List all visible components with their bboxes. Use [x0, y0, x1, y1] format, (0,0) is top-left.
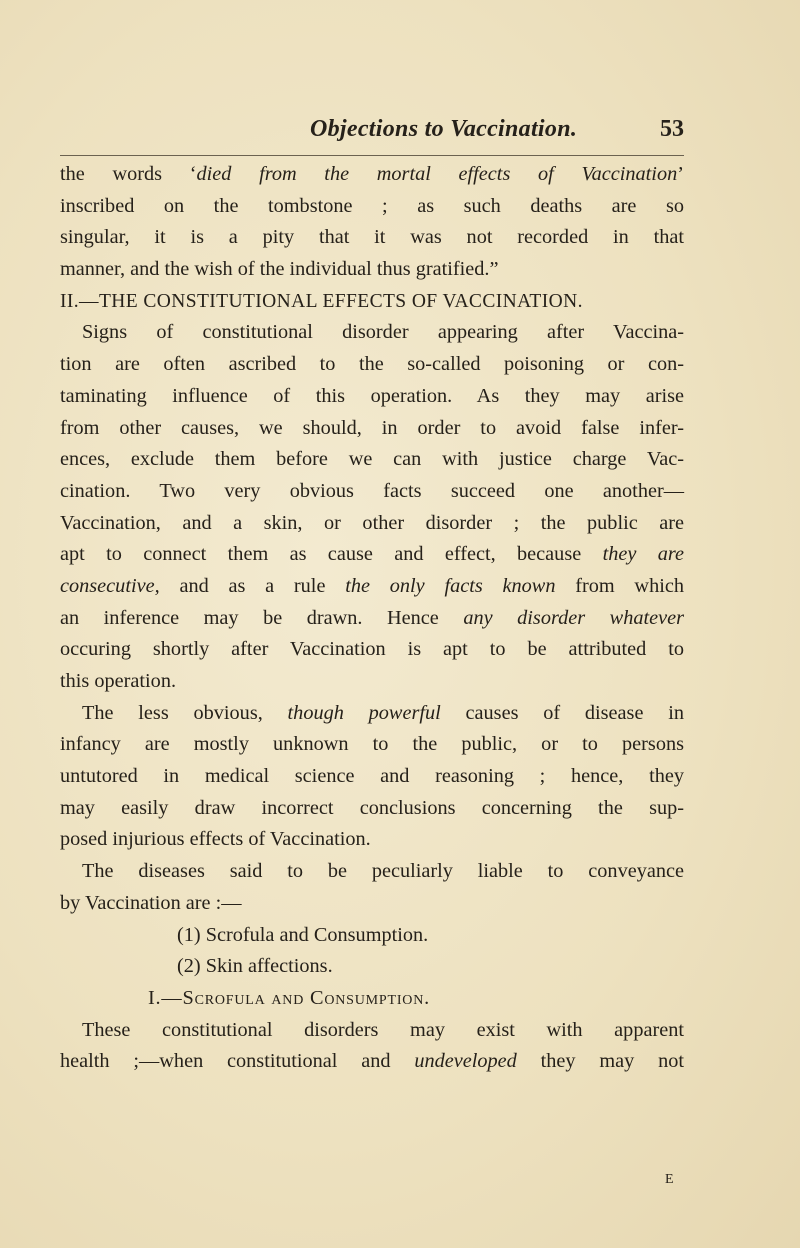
italic-phrase: consecutive, — [60, 574, 160, 597]
text-run: inscribed on the tombstone ; as such deaths are so — [60, 194, 684, 217]
text-run: apt to connect them as cause and effect, because — [60, 543, 603, 566]
text-run: The less obvious, — [82, 701, 288, 724]
text-line — [60, 444, 684, 476]
text-line — [60, 888, 684, 920]
text-run: may easily draw incorrect conclusions concerning the sup- — [60, 796, 684, 819]
text-run: from which — [555, 574, 684, 597]
text-run: II.—THE CONSTITUTIONAL EFFECTS OF VACCINATION. — [60, 290, 583, 312]
text-line — [60, 539, 684, 571]
text-line — [60, 920, 684, 952]
text-run: causes of disease in — [440, 701, 684, 724]
text-run: from other causes, we should, in order to avoid false infer- — [60, 416, 684, 439]
text-run: posed injurious effects of Vaccination. — [60, 828, 371, 851]
text-line — [60, 476, 684, 508]
italic-phrase: undeveloped — [414, 1050, 517, 1073]
text-run: These constitutional disorders may exist with apparent — [82, 1018, 684, 1041]
italic-phrase: any disorder whatever — [463, 606, 685, 629]
text-run: The diseases said to be peculiarly liable to conveyance — [82, 860, 684, 883]
text-line — [60, 191, 684, 223]
section-heading — [60, 983, 684, 1015]
running-title: Objections to Vaccination. — [310, 116, 578, 142]
text-line — [60, 824, 684, 856]
text-run: occuring shortly after Vaccination is apt to be attributed to — [60, 638, 684, 661]
text-run: untutored in medical science and reasoning ; hence, they — [60, 765, 684, 788]
text-line — [60, 634, 684, 666]
text-line — [60, 254, 684, 286]
text-line — [60, 856, 684, 888]
signature-mark: E — [665, 1172, 674, 1187]
text-run: taminating influence of this operation. As they may arise — [60, 384, 684, 407]
text-line — [60, 729, 684, 761]
text-run: singular, it is a pity that it was not recorded in that — [60, 226, 684, 249]
text-run: health ;—when constitutional and — [60, 1050, 415, 1073]
text-line — [60, 349, 684, 381]
text-run: and as a rule — [159, 574, 346, 597]
text-run: (1) Scrofula and Consumption. — [177, 923, 429, 946]
text-run: Signs of constitutional disorder appearing after Vaccina- — [82, 321, 684, 344]
page-number: 53 — [660, 116, 684, 142]
text-run: (2) Skin affections. — [177, 955, 333, 978]
section-heading — [60, 286, 684, 318]
text-run: ’ — [677, 163, 684, 185]
text-line — [60, 317, 684, 349]
text-line — [60, 508, 684, 540]
text-line — [60, 381, 684, 413]
text-run: I.—Scrofula and Consumption. — [148, 986, 430, 1009]
italic-phrase: they are — [602, 543, 684, 566]
text-line — [60, 951, 684, 983]
text-run: they may not — [516, 1050, 685, 1073]
text-line — [60, 1015, 684, 1047]
text-run: ences, exclude them before we can with justice charge Vac- — [60, 448, 684, 471]
text-line — [60, 793, 684, 825]
text-line — [60, 413, 684, 445]
text-line — [60, 1046, 684, 1078]
text-run: cination. Two very obvious facts succeed one another— — [60, 479, 684, 502]
text-line — [60, 159, 684, 191]
header-rule — [60, 155, 684, 156]
text-line — [60, 603, 684, 635]
text-line — [60, 222, 684, 254]
text-run: an inference may be drawn. Hence — [60, 606, 464, 629]
text-run: Vaccination, and a skin, or other disorder ; the public are — [60, 511, 684, 534]
text-line — [60, 698, 684, 730]
text-run: the words ‘ — [60, 163, 197, 185]
text-line — [60, 761, 684, 793]
italic-phrase: the only facts known — [345, 574, 556, 597]
text-run: tion are often ascribed to the so-called poisoning or con- — [60, 353, 684, 376]
body-text — [60, 159, 684, 1078]
text-run: infancy are mostly unknown to the public, or to persons — [60, 733, 684, 756]
page-header — [60, 116, 684, 156]
italic-phrase: though powerful — [287, 701, 441, 724]
text-line — [60, 666, 684, 698]
text-run: this operation. — [60, 670, 177, 692]
italic-phrase: died from the mortal effects of Vaccination — [196, 163, 678, 185]
text-line — [60, 571, 684, 603]
text-run: manner, and the wish of the individual thus gratified.” — [60, 258, 499, 281]
text-run: by Vaccination are :— — [60, 891, 242, 914]
